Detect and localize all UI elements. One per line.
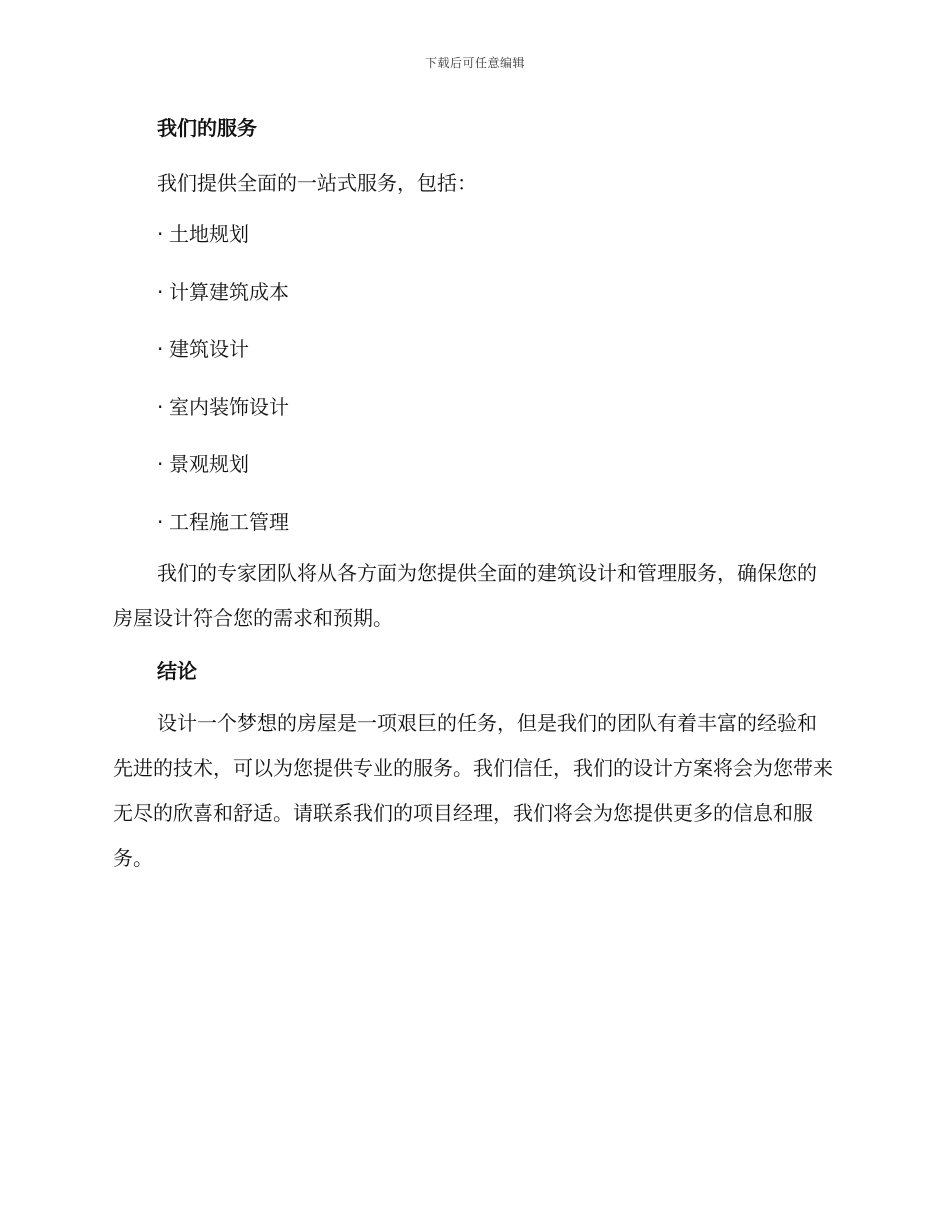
list-item [157,389,833,425]
bullet-icon: · [157,222,164,246]
list-item [157,446,833,482]
list-item [157,331,833,367]
services-list [113,216,833,540]
bullet-icon: · [157,452,164,476]
list-item-text: 工程施工管理 [169,509,289,534]
services-heading: 我们的服务 [157,116,257,140]
conclusion-heading: 结论 [157,659,197,683]
conclusion-body: 设计一个梦想的房屋是一项艰巨的任务，但是我们的团队有着丰富的经验和先进的技术，可以为您提供专业的服务。我们信任，我们的设计方案将会为您带来无尽的欣喜和舒适。请联系我们的项目经理，我们将会为您提供更多的信息和服务。 [113,711,833,870]
list-item-text: 土地规划 [169,222,249,246]
bullet-icon: · [157,509,164,534]
bullet-icon: · [157,279,164,304]
document-body [113,110,833,881]
header-note: 下载后可任意编辑 [424,56,525,70]
list-item [157,274,833,310]
list-item-text: 景观规划 [169,452,249,476]
bullet-icon: · [157,394,164,419]
list-item-text: 建筑设计 [169,337,249,361]
list-item [157,504,833,540]
services-intro: 我们提供全面的一站式服务，包括： [157,171,477,195]
list-item-text: 室内装饰设计 [169,394,289,419]
list-item-text: 计算建筑成本 [169,279,289,304]
services-summary: 我们的专家团队将从各方面为您提供全面的建筑设计和管理服务，确保您的房屋设计符合您的需求和预期。 [113,561,817,630]
list-item [157,216,833,252]
bullet-icon: · [157,337,164,361]
